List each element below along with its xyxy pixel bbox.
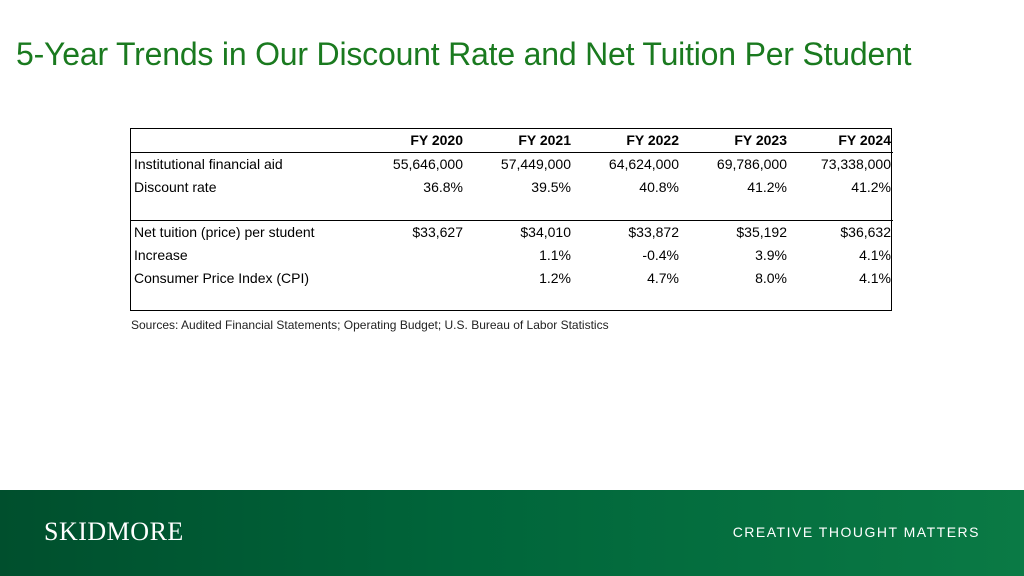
row-label [131,199,359,221]
table-cell: $35,192 [736,224,787,240]
table-cell: 36.8% [423,179,463,195]
footer-band [0,490,1024,576]
header-cell-fy2023: FY 2023 [681,129,789,153]
table-cell: 57,449,000 [500,156,571,172]
table-cell: 69,786,000 [716,156,787,172]
table-cell [789,199,893,221]
table-row-discount-rate [131,176,893,199]
row-label: Discount rate [134,179,217,195]
table-cell: $33,627 [412,224,463,240]
table-cell: 39.5% [531,179,571,195]
skidmore-logo: SKIDMORE [44,517,184,546]
table-row-financial-aid [131,153,893,177]
row-label: Consumer Price Index (CPI) [134,270,310,286]
row-label: Increase [134,247,188,263]
table-cell: 4.7% [647,270,679,286]
table-cell: $33,872 [628,224,679,240]
trends-table-frame [130,128,892,311]
table-cell: $34,010 [520,224,571,240]
table-row-net-tuition [131,221,893,245]
table-cell [465,199,573,221]
slide-title: 5-Year Trends in Our Discount Rate and Net Tuition Per Student [16,36,912,72]
table-cell: 4.1% [859,247,891,263]
header-cell-fy2024: FY 2024 [789,129,893,153]
row-label: Institutional financial aid [134,156,283,172]
table-cell: 55,646,000 [392,156,463,172]
sources-note: Sources: Audited Financial Statements; Operating Budget; U.S. Bureau of Labor Statistics [131,318,609,332]
row-label: Net tuition (price) per student [134,224,315,240]
header-cell-fy2020: FY 2020 [359,129,465,153]
table-cell: 73,338,000 [820,156,891,172]
table-cell: 40.8% [639,179,679,195]
table-cell: 8.0% [755,270,787,286]
table-cell [359,244,465,267]
header-cell-fy2021: FY 2021 [465,129,573,153]
table-row-separator [131,199,893,221]
header-cell-empty [131,129,359,153]
table-cell: $36,632 [840,224,891,240]
table-cell: 3.9% [755,247,787,263]
table-cell [573,199,681,221]
table-cell [359,267,465,290]
table-cell: -0.4% [642,247,679,263]
table-row-cpi [131,267,893,290]
table-cell: 1.1% [539,247,571,263]
trends-table [131,129,893,290]
table-header-row [131,129,893,153]
table-cell [681,199,789,221]
table-cell: 1.2% [539,270,571,286]
header-cell-fy2022: FY 2022 [573,129,681,153]
table-cell: 64,624,000 [608,156,679,172]
table-cell: 41.2% [747,179,787,195]
table-cell: 41.2% [851,179,891,195]
tagline: CREATIVE THOUGHT MATTERS [732,524,980,540]
table-cell [359,199,465,221]
table-row-increase [131,244,893,267]
table-cell: 4.1% [859,270,891,286]
